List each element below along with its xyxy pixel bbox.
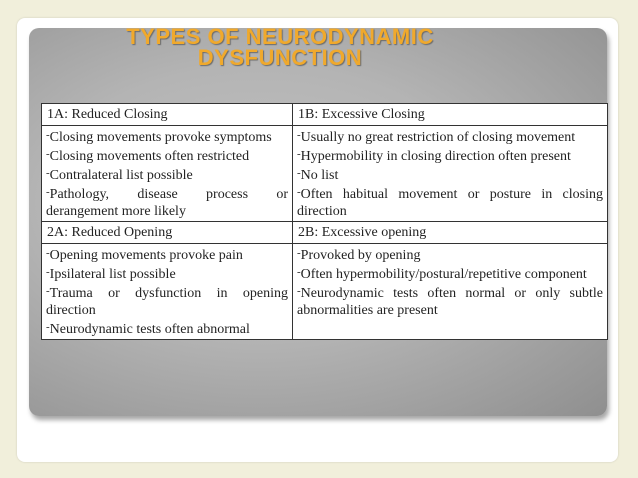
- list-item: - Neurodynamic tests often abnormal: [46, 319, 288, 338]
- table-header-row: [42, 222, 608, 244]
- header-2b: 2B: Excessive opening: [293, 222, 608, 244]
- table-header-row: [42, 104, 608, 126]
- list-item: - Often hypermobility/postural/repetitive component: [297, 264, 603, 283]
- list-item: - No list: [297, 165, 603, 184]
- list-item: - Pathology, disease process or derangement more likely: [46, 184, 288, 220]
- table-row: [42, 126, 608, 222]
- list-item: - Opening movements provoke pain: [46, 245, 288, 264]
- list-item: - Closing movements provoke symptoms: [46, 127, 288, 146]
- list-item: - Often habitual movement or posture in closing direction: [297, 184, 603, 220]
- dysfunction-table: [41, 103, 608, 340]
- header-1b: 1B: Excessive Closing: [293, 104, 608, 126]
- list-item: - Hypermobility in closing direction often present: [297, 146, 603, 165]
- list-item: - Provoked by opening: [297, 245, 603, 264]
- cell-2a-items: [42, 244, 293, 340]
- list-item: - Neurodynamic tests often normal or only subtle abnormalities are present: [297, 283, 603, 319]
- list-item: - Contralateral list possible: [46, 165, 288, 184]
- cell-2b-items: [293, 244, 608, 340]
- cell-1a-items: [42, 126, 293, 222]
- list-item: - Closing movements often restricted: [46, 146, 288, 165]
- header-2a: 2A: Reduced Opening: [42, 222, 293, 244]
- cell-1b-items: [293, 126, 608, 222]
- table-row: [42, 244, 608, 340]
- slide-title: TYPES OF NEURODYNAMIC DYSFUNCTION: [126, 24, 434, 70]
- list-item: - Trauma or dysfunction in opening direction: [46, 283, 288, 319]
- list-item: - Ipsilateral list possible: [46, 264, 288, 283]
- list-item: - Usually no great restriction of closing movement: [297, 127, 603, 146]
- header-1a: 1A: Reduced Closing: [42, 104, 293, 126]
